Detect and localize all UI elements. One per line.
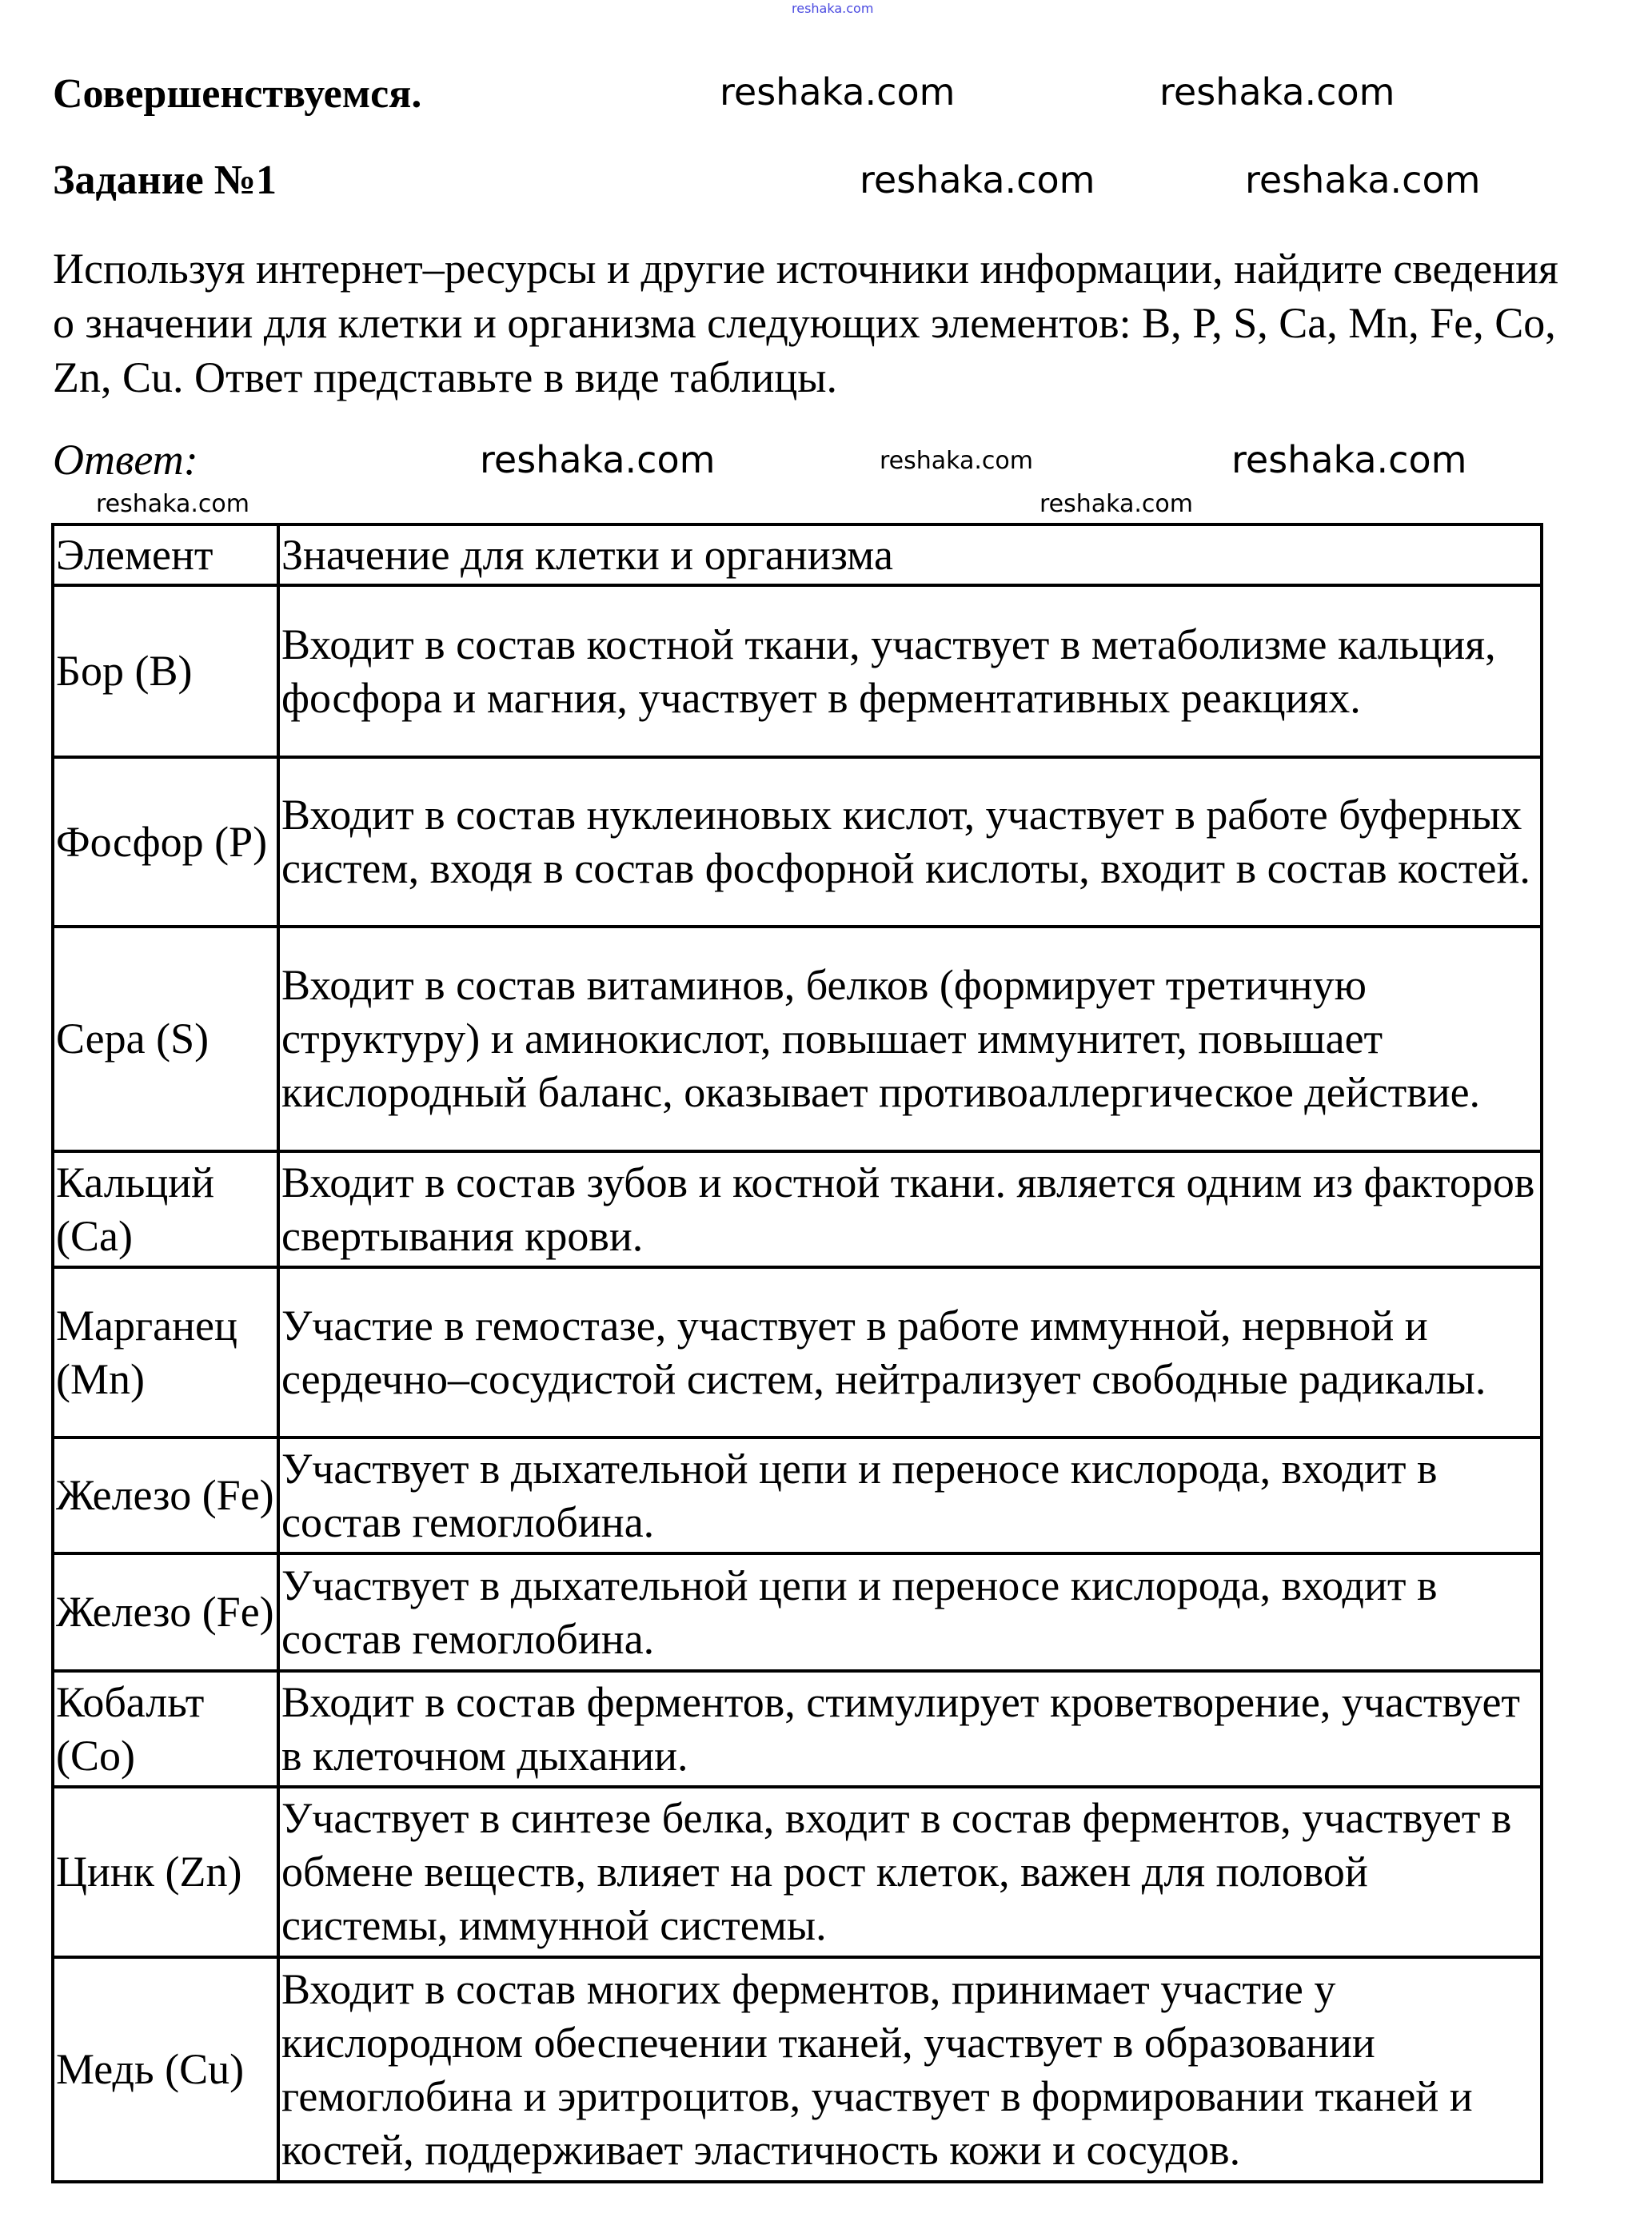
- table-row: [53, 1267, 1542, 1437]
- watermark: reshaka.com: [1231, 438, 1467, 481]
- table-row: [53, 927, 1542, 1151]
- element-cell: Фосфор (P): [53, 757, 278, 927]
- watermark: reshaka.com: [1039, 490, 1193, 518]
- answer-label: Ответ:: [53, 436, 198, 484]
- table-row: [53, 1553, 1542, 1671]
- meaning-cell: Участвует в синтезе белка, входит в состав ферментов, участвует в обмене веществ, влияет на рост клеток, важен для половой системы, иммунной системы.: [278, 1787, 1542, 1957]
- meaning-cell: Участвует в дыхательной цепи и переносе кислорода, входит в состав гемоглобина.: [278, 1553, 1542, 1671]
- watermark: reshaka.com: [1245, 158, 1481, 201]
- table-row: [53, 585, 1542, 757]
- element-cell: Сера (S): [53, 927, 278, 1151]
- watermark: reshaka.com: [480, 438, 716, 481]
- meaning-cell: Входит в состав нуклеиновых кислот, участвует в работе буферных систем, входя в состав фосфорной кислоты, входит в состав костей.: [278, 757, 1542, 927]
- meaning-cell: Входит в состав зубов и костной ткани. является одним из факторов свертывания крови.: [278, 1151, 1542, 1267]
- element-cell: Железо (Fe): [53, 1553, 278, 1671]
- element-cell: Марганец (Mn): [53, 1267, 278, 1437]
- element-cell: Кобальт (Co): [53, 1671, 278, 1787]
- task-text: Используя интернет–ресурсы и другие источники информации, найдите сведения о значении для клетки и организма следующих элементов: B, P, S, Ca, Mn, Fe, Co, Zn, Cu. Ответ представьте в виде таблицы.: [53, 245, 1558, 401]
- table-row: [53, 1957, 1542, 2182]
- element-cell: Кальций (Ca): [53, 1151, 278, 1267]
- watermark: reshaka.com: [1159, 70, 1395, 114]
- header-element: Элемент: [53, 524, 278, 585]
- element-cell: Железо (Fe): [53, 1437, 278, 1553]
- table-row: [53, 1671, 1542, 1787]
- meaning-cell: Входит в состав витаминов, белков (формирует третичную структуру) и аминокислот, повышает иммунитет, повышает кислородный баланс, оказывает противоаллергическое действие.: [278, 927, 1542, 1151]
- watermark: reshaka.com: [720, 70, 956, 114]
- section-title: Совершенствуемся.: [53, 71, 422, 117]
- header-meaning: Значение для клетки и организма: [278, 524, 1542, 585]
- task-heading: Задание №1: [53, 158, 277, 203]
- meaning-cell: Входит в состав ферментов, стимулирует кроветворение, участвует в клеточном дыхании.: [278, 1671, 1542, 1787]
- element-cell: Медь (Cu): [53, 1957, 278, 2182]
- element-cell: Цинк (Zn): [53, 1787, 278, 1957]
- watermark: reshaka.com: [880, 447, 1033, 475]
- table-header-row: [53, 524, 1542, 585]
- meaning-cell: Участие в гемостазе, участвует в работе иммунной, нервной и сердечно–сосудистой систем, нейтрализует свободные радикалы.: [278, 1267, 1542, 1437]
- table-row: [53, 1151, 1542, 1267]
- table-row: [53, 1437, 1542, 1553]
- table-row: [53, 1787, 1542, 1957]
- element-cell: Бор (B): [53, 585, 278, 757]
- meaning-cell: Входит в состав костной ткани, участвует в метаболизме кальция, фосфора и магния, участвует в ферментативных реакциях.: [278, 585, 1542, 757]
- table-row: [53, 757, 1542, 927]
- elements-table: [51, 523, 1543, 2183]
- meaning-cell: Участвует в дыхательной цепи и переносе кислорода, входит в состав гемоглобина.: [278, 1437, 1542, 1553]
- meaning-cell: Входит в состав многих ферментов, принимает участие у кислородном обеспечении тканей, участвует в образовании гемоглобина и эритроцитов, участвует в формировании тканей и костей, поддерживает эластичность кожи и сосудов.: [278, 1957, 1542, 2182]
- watermark: reshaka.com: [96, 490, 249, 518]
- header-watermark: reshaka.com: [792, 1, 874, 16]
- watermark: reshaka.com: [860, 158, 1095, 201]
